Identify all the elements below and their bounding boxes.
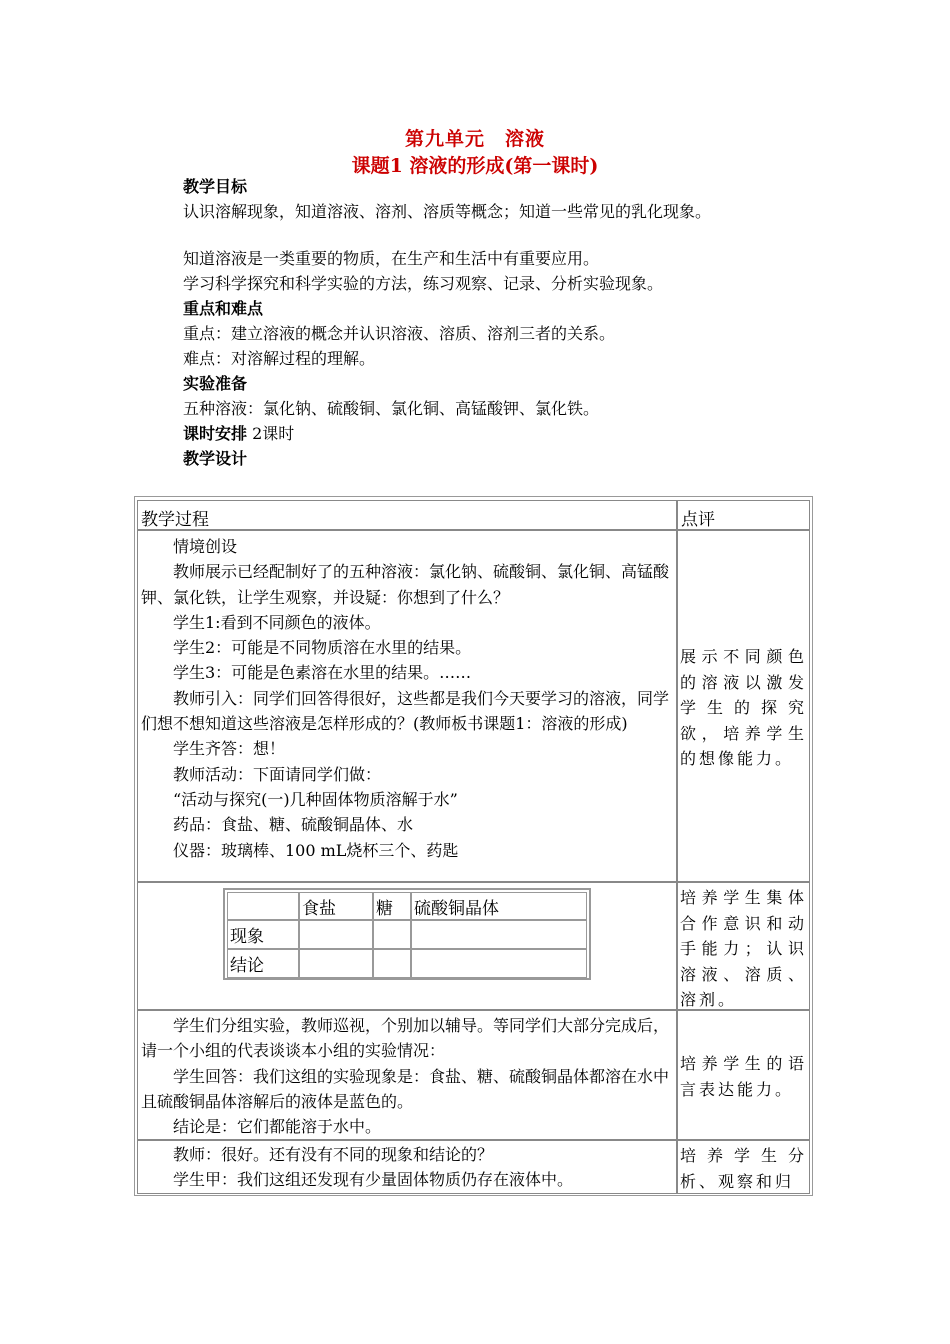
comment-cell-3 [677, 1010, 810, 1140]
process-line: 情境创设 [173, 537, 238, 556]
prep-heading: 实验准备 [183, 374, 248, 393]
obs-row-phenomenon: 现象 [227, 920, 299, 949]
process-cell-3 [137, 1010, 677, 1140]
goals-heading: 教学目标 [183, 177, 248, 196]
unit-title: 第九单元 溶液 [404, 128, 545, 150]
process-line: 教师活动：下面请同学们做： [173, 764, 382, 784]
schedule-heading: 课时安排 [183, 424, 248, 443]
col-header-process: 教学过程 [137, 500, 677, 530]
obs-cell [373, 920, 411, 949]
obs-cell [373, 949, 411, 978]
lesson-intro [183, 174, 903, 471]
key-point: 重点：建立溶液的概念并认识溶液、溶质、溶剂三者的关系。 [183, 324, 616, 343]
comment-text-1: 展示不同颜色的溶液以激发学生的探究欲，培养学生的想像能力。 [680, 647, 807, 768]
obs-corner [227, 892, 299, 920]
goal-3: 学习科学探究和科学实验的方法，练习观察、记录、分析实验现象。 [183, 274, 664, 293]
key-heading: 重点和难点 [183, 299, 264, 318]
process-line: 学生甲：我们这组还发现有少量固体物质仍存在液体中。 [173, 1170, 574, 1190]
process-line: 仪器：玻璃棒、100 mL烧杯三个、药匙 [173, 840, 459, 860]
process-cell-4 [137, 1140, 677, 1194]
process-line: 学生齐答：想！ [173, 739, 286, 759]
process-line: 教师展示已经配制好了的五种溶液：氯化钠、硫酸铜、氯化铜、高锰酸钾、氯化铁，让学生观察，并设疑：你想到了什么？ [141, 562, 670, 607]
comment-cell-1 [677, 530, 810, 882]
observation-table [223, 888, 591, 980]
process-cell-1 [137, 530, 677, 882]
col-header-comment: 点评 [677, 500, 810, 530]
process-line: 学生3：可能是色素溶在水里的结果。…… [173, 663, 472, 683]
obs-cell [411, 949, 587, 978]
obs-header-sugar: 糖 [373, 892, 411, 920]
design-heading: 教学设计 [183, 449, 248, 468]
comment-text-3: 培养学生的语言表达能力。 [680, 1054, 807, 1099]
process-line: 教师：很好。还有没有不同的现象和结论的？ [173, 1145, 494, 1164]
obs-header-salt: 食盐 [299, 892, 373, 920]
obs-row-conclusion: 结论 [227, 949, 299, 978]
difficult-point: 难点：对溶解过程的理解。 [183, 349, 376, 368]
goal-2: 知道溶液是一类重要的物质，在生产和生活中有重要应用。 [183, 249, 600, 268]
lesson-title: 课题1 溶液的形成(第一课时) [351, 155, 599, 177]
process-line: 学生1:看到不同颜色的液体。 [173, 612, 381, 632]
schedule-value: 2课时 [247, 424, 295, 443]
process-line: 教师引入：同学们回答得很好，这些都是我们今天要学习的溶液，同学们想不想知道这些溶液是怎样形成的？(教师板书课题1：溶液的形成) [141, 688, 670, 734]
prep-text: 五种溶液：氯化钠、硫酸铜、氯化铜、高锰酸钾、氯化铁。 [183, 399, 600, 418]
schedule-line [183, 421, 903, 446]
obs-cell [299, 920, 373, 949]
comment-cell-4 [677, 1140, 810, 1194]
process-line: 药品：食盐、糖、硫酸铜晶体、水 [173, 815, 414, 835]
comment-cell-2 [677, 882, 810, 1010]
process-line: “活动与探究(一)几种固体物质溶解于水” [173, 789, 458, 809]
process-line: 结论是：它们都能溶于水中。 [173, 1117, 382, 1137]
process-line: 学生2：可能是不同物质溶在水里的结果。 [173, 638, 472, 658]
obs-cell [411, 920, 587, 949]
comment-text-4: 培养学生分析、观察和归 [680, 1146, 807, 1191]
obs-header-copper-sulfate: 硫酸铜晶体 [411, 892, 587, 920]
obs-cell [299, 949, 373, 978]
process-line: 学生回答：我们这组的实验现象是：食盐、糖、硫酸铜晶体都溶在水中且硫酸铜晶体溶解后的液体是蓝色的。 [141, 1066, 670, 1111]
goal-1: 认识溶解现象，知道溶液、溶剂、溶质等概念；知道一些常见的乳化现象。 [183, 202, 712, 221]
comment-text-2: 培养学生集体合作意识和动手能力；认识溶液、溶质、溶剂。 [680, 888, 807, 1009]
process-line: 学生们分组实验，教师巡视，个别加以辅导。等同学们大部分完成后，请一个小组的代表谈谈本小组的实验情况： [141, 1016, 670, 1061]
